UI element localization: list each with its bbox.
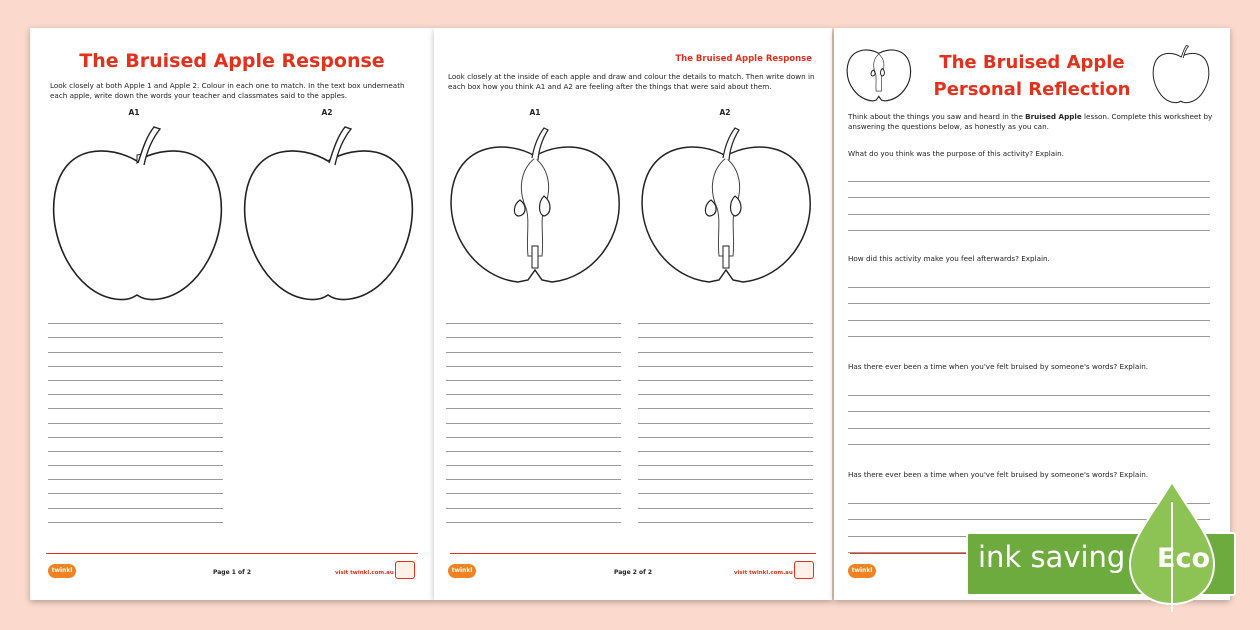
instructions: Look closely at the inside of each apple and draw and colour the details to match. Then write down in each box how you think A1 and A2 are feeling after the things that were said about them. (448, 72, 815, 91)
ink-saving-eco-badge (966, 530, 1236, 594)
page-title: The Bruised Apple Response (79, 50, 385, 72)
question-2: How did this activity make you feel afterwards? Explain. (848, 254, 1050, 263)
question-3: Has there ever been a time when you've felt bruised by someone's words? Explain. (848, 362, 1149, 371)
cut-apple-a1-illustration (448, 128, 623, 288)
footer-divider (450, 553, 816, 554)
page-title-line-1: The Bruised Apple (939, 52, 1125, 73)
worksheet-page-1 (30, 28, 434, 600)
worksheet-page-2 (434, 28, 832, 600)
writing-lines-a1[interactable] (446, 310, 621, 523)
intro-text: Think about the things you saw and heard in the Bruised Apple lesson. Complete this worksheet by answering the questions below, as honestly as you can. (848, 112, 1213, 131)
question-1: What do you think was the purpose of this activity? Explain. (848, 149, 1064, 158)
answer-lines-2[interactable] (848, 271, 1210, 337)
eco-badge-label: Eco (1157, 543, 1210, 574)
twinkl-badge-icon (794, 561, 814, 579)
apple-label-a1: A1 (128, 108, 140, 117)
footer-site-link[interactable]: visit twinkl.com.au (734, 570, 793, 576)
writing-lines-a1[interactable] (48, 310, 223, 523)
page-number: Page 1 of 2 (213, 569, 251, 576)
footer-divider (46, 553, 418, 554)
answer-lines-3[interactable] (848, 379, 1210, 445)
apple-label-a2: A2 (321, 108, 333, 117)
answer-lines-1[interactable] (848, 165, 1210, 231)
page-header: The Bruised Apple Response (675, 54, 812, 64)
twinkl-logo: twinkl (448, 564, 476, 578)
cut-apple-a2-illustration (639, 128, 814, 288)
twinkl-badge-icon (395, 561, 415, 579)
whole-apple-a2-illustration (241, 123, 416, 303)
apple-label-a2: A2 (719, 108, 731, 117)
footer-site-link[interactable]: visit twinkl.com.au (335, 570, 394, 576)
page-title-line-2: Personal Reflection (933, 79, 1131, 100)
eco-badge-text: ink saving (978, 540, 1126, 574)
question-4: Has there ever been a time when you've felt bruised by someone's words? Explain. (848, 470, 1149, 479)
twinkl-logo: twinkl (848, 564, 876, 578)
twinkl-logo: twinkl (48, 564, 76, 578)
instructions: Look closely at both Apple 1 and Apple 2. Colour in each one to match. In the text box underneath each apple, write down the words your teacher and classmates said to the apples. (50, 81, 405, 100)
writing-lines-a2[interactable] (638, 310, 813, 523)
apple-label-a1: A1 (529, 108, 541, 117)
whole-apple-a1-illustration (50, 123, 225, 303)
page-number: Page 2 of 2 (614, 569, 652, 576)
